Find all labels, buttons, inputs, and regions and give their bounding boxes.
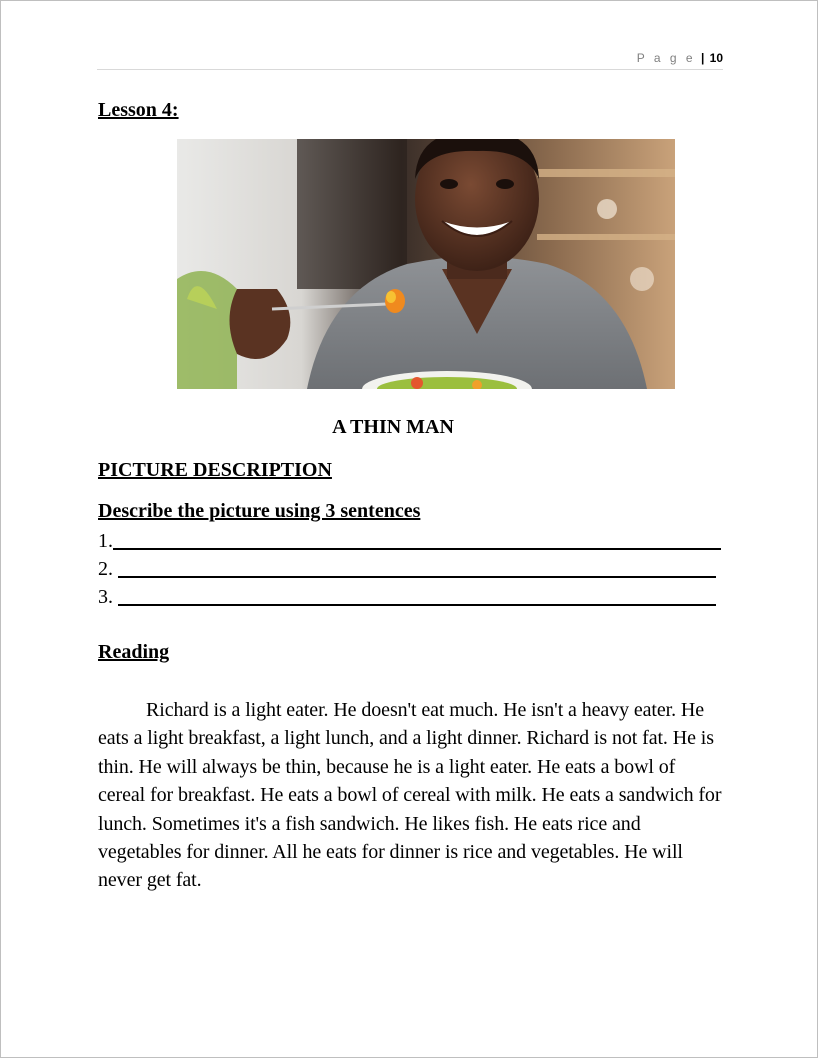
page-label: P a g e bbox=[636, 51, 696, 65]
answer-line-2[interactable] bbox=[98, 557, 716, 581]
page-number: 10 bbox=[709, 51, 723, 65]
reading-passage: Richard is a light eater. He doesn't eat much. He isn't a heavy eater. He eats a light breakfast, a light lunch, and a light dinner. Richard is not fat. He is thin. He will always be thin, because he is a light eater. He eats a bowl of cereal for breakfast. He eats a bowl of cereal with milk. He eats a sandwich for lunch. Sometimes it's a fish sandwich. He likes fish. He eats rice and vegetables for dinner. All he eats for dinner is rice and vegetables. He will never get fat. bbox=[98, 699, 722, 892]
answer-line-number: 1. bbox=[98, 530, 113, 552]
answer-line-number: 2. bbox=[98, 558, 118, 580]
page-number-block bbox=[637, 51, 723, 65]
man-eating-photo bbox=[177, 139, 675, 389]
picture-description-instruction: Describe the picture using 3 sentences bbox=[98, 500, 421, 522]
answer-blank[interactable] bbox=[118, 556, 716, 578]
picture-caption: A THIN MAN bbox=[332, 416, 454, 438]
answer-blank[interactable] bbox=[113, 528, 721, 550]
answer-blank[interactable] bbox=[118, 584, 716, 606]
answer-line-3[interactable] bbox=[98, 585, 716, 609]
page-header bbox=[97, 51, 723, 70]
answer-line-number: 3. bbox=[98, 586, 118, 608]
lesson-title: Lesson 4: bbox=[98, 99, 179, 121]
page-separator: | bbox=[700, 51, 705, 65]
picture-description-heading: PICTURE DESCRIPTION bbox=[98, 459, 332, 481]
answer-line-1[interactable] bbox=[98, 529, 721, 553]
reading-heading: Reading bbox=[98, 641, 170, 663]
